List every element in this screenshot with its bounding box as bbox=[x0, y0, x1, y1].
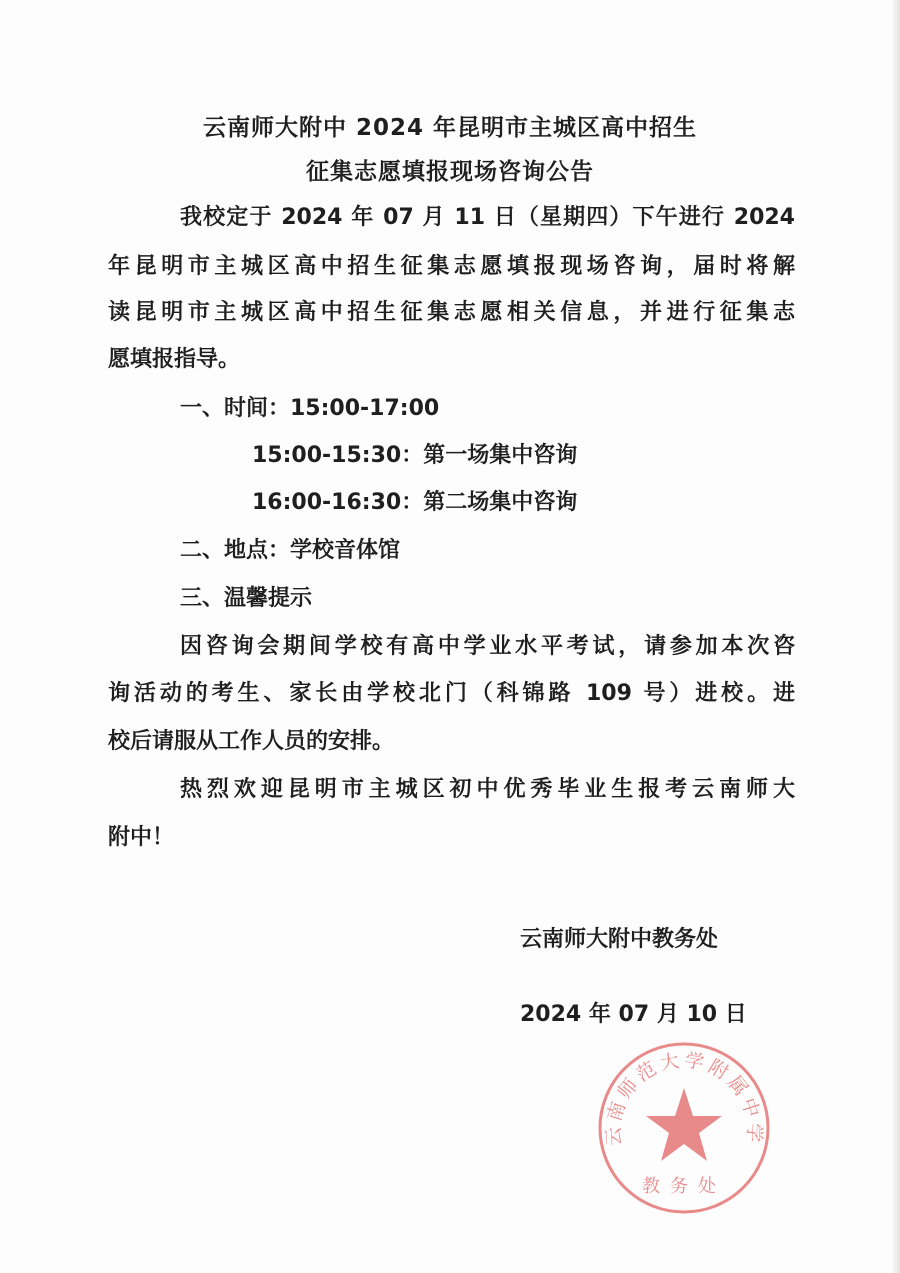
title-line-1: 云南师大附中 2024 年昆明市主城区高中招生 bbox=[202, 115, 698, 141]
scan-edge bbox=[892, 0, 900, 1273]
stamp-bottom-text: 教务处 bbox=[642, 1176, 726, 1197]
session-1: 15:00-15:30：第一场集中咨询 bbox=[252, 443, 578, 468]
signature-org: 云南师大附中教务处 bbox=[520, 927, 719, 952]
stamp-ring-text: 云南师范大学附属中学 bbox=[602, 1049, 766, 1147]
tips-line: 询活动的考生、家长由学校北门（科锦路 109 号）进校。进 bbox=[108, 681, 795, 706]
title-line-2: 征集志愿填报现场咨询公告 bbox=[306, 159, 594, 185]
tips-line: 因咨询会期间学校有高中学业水平考试，请参加本次咨 bbox=[180, 634, 795, 659]
time-heading: 一、时间：15:00-17:00 bbox=[180, 396, 440, 421]
official-seal-stamp bbox=[596, 1040, 772, 1216]
star-icon bbox=[646, 1088, 722, 1161]
intro-line: 愿填报指导。 bbox=[108, 347, 241, 372]
intro-line: 我校定于 2024 年 07 月 11 日（星期四）下午进行 2024 bbox=[180, 205, 795, 230]
intro-line: 年昆明市主城区高中招生征集志愿填报现场咨询，届时将解 bbox=[108, 254, 795, 279]
location: 二、地点：学校音体馆 bbox=[180, 538, 401, 563]
tips-heading: 三、温馨提示 bbox=[180, 586, 313, 611]
welcome-line: 热烈欢迎昆明市主城区初中优秀毕业生报考云南师大 bbox=[180, 777, 795, 802]
signature-date: 2024 年 07 月 10 日 bbox=[520, 1002, 747, 1027]
welcome-line: 附中！ bbox=[108, 825, 175, 850]
tips-line: 校后请服从工作人员的安排。 bbox=[108, 729, 395, 754]
session-2: 16:00-16:30：第二场集中咨询 bbox=[252, 490, 578, 515]
intro-line: 读昆明市主城区高中招生征集志愿相关信息，并进行征集志 bbox=[108, 300, 795, 325]
